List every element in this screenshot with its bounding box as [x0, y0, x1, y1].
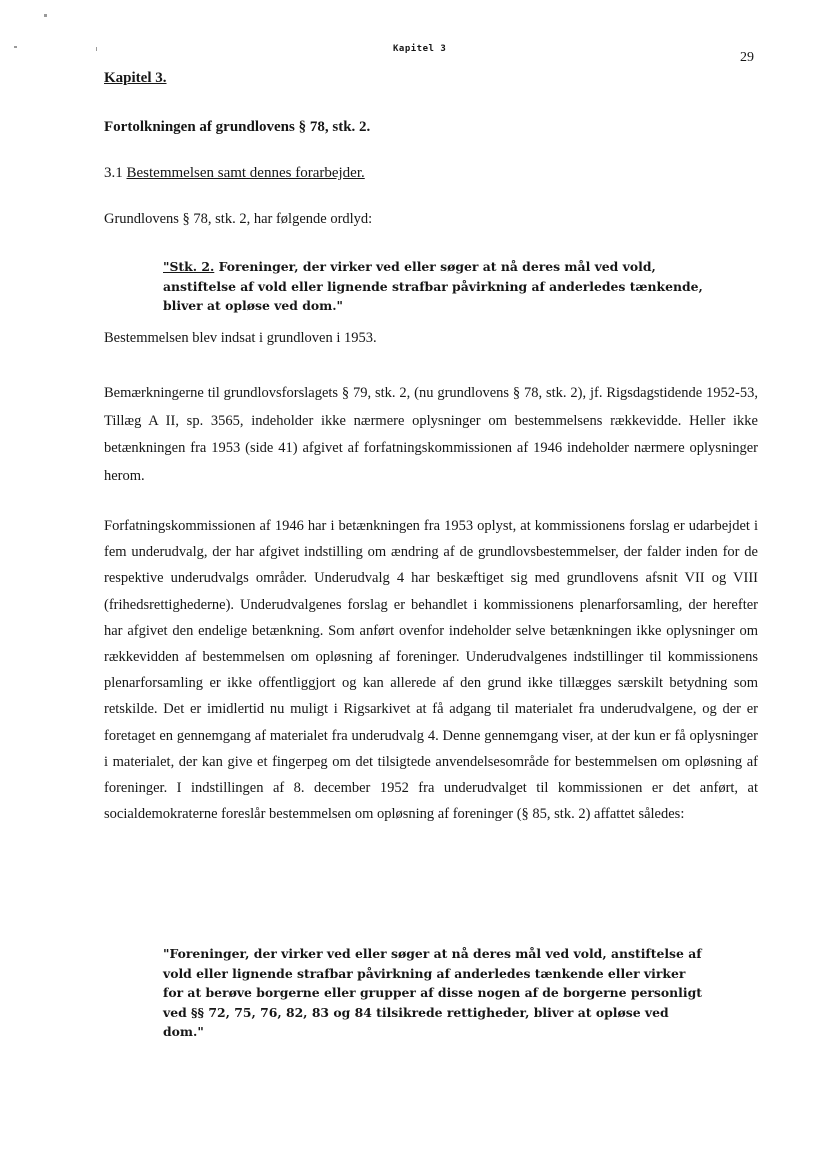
scan-speck	[14, 46, 17, 48]
chapter-title: Kapitel 3.	[104, 70, 167, 86]
subsection-number: 3.1	[104, 165, 123, 181]
quote-text: Foreninger, der virker ved eller søger at nå deres mål ved vold, anstiftelse af vold eller lignende strafbar påvirkning af anderledes tænkende, bliver at opløse ved dom."	[163, 259, 703, 313]
quote-provision	[163, 257, 708, 316]
scan-speck	[96, 47, 97, 51]
subsection-title: Bestemmelsen samt dennes forarbejder.	[126, 165, 365, 181]
paragraph-intro: Grundlovens § 78, stk. 2, har følgende ordlyd:	[104, 211, 373, 227]
page-number: 29	[740, 50, 754, 65]
quote-proposal: "Foreninger, der virker ved eller søger at nå deres mål ved vold, anstiftelse af vold eller lignende strafbar påvirkning af anderledes tænkende eller virker for at berøve borgerne eller grupper af disse nogen af de borgerne personligt ved §§ 72, 75, 76, 82, 83 og 84 tilsikrede rettigheder, bliver at opløse ved dom."	[163, 946, 702, 1039]
paragraph-enactment: Bestemmelsen blev indsat i grundloven i 1953.	[104, 330, 377, 346]
subsection-heading	[104, 165, 365, 182]
quote-label: "Stk. 2.	[163, 259, 215, 274]
paragraph-commission: Forfatningskommissionen af 1946 har i betænkningen fra 1953 oplyst, at kommissionens forslag er udarbejdet i fem underudvalg, der har afgivet indstilling om ændring af de grundlovsbestemmelser, der falder inden for de respektive underudvalgs områder. Underudvalg 4 har beskæftiget sig med grundlovens afsnit VII og VIII (frihedsrettighederne). Underudvalgenes forslag er behandlet i kommissionens plenarforsamling, der herefter har afgivet den endelige betænkning. Som anført ovenfor indeholder selve betænkningen ikke oplysninger om rækkevidden af bestemmelsen om opløsning af foreninger. Underudvalgenes indstillinger til kommissionens plenarforsamling er ikke offentliggjort og kan allerede af den grund ikke tillægges særskilt betydning som retskilde. Det er imidlertid nu muligt i Rigsarkivet at få adgang til materialet fra underudvalgene, og der er foretaget en gennemgang af materialet fra underudvalg 4. Denne gennemgang viser, at der kun er få oplysninger i materialet, der kan give et fingerpeg om det tilsigtede anvendelsesområde for bestemmelsen om opløsning af foreninger. I indstillingen af 8. december 1952 fra underudvalget til kommissionen er det anført, at socialdemokraterne foreslår bestemmelsen om opløsning af foreninger (§ 85, stk. 2) affattet således:	[104, 518, 758, 823]
scan-speck	[44, 14, 47, 17]
running-head: Kapitel 3	[393, 44, 447, 54]
section-heading: Fortolkningen af grundlovens § 78, stk. 2.	[104, 119, 371, 135]
paragraph-remarks: Bemærkningerne til grundlovsforslagets § 79, stk. 2, (nu grundlovens § 78, stk. 2), jf. Rigsdagstidende 1952-53, Tillæg A II, sp. 3565, indeholder ikke nærmere oplysninger om bestemmelsens rækkevidde. Heller ikke betænkningen fra 1953 (side 41) afgivet af forfatningskommissionen af 1946 indeholder nærmere oplysninger herom.	[104, 385, 758, 484]
